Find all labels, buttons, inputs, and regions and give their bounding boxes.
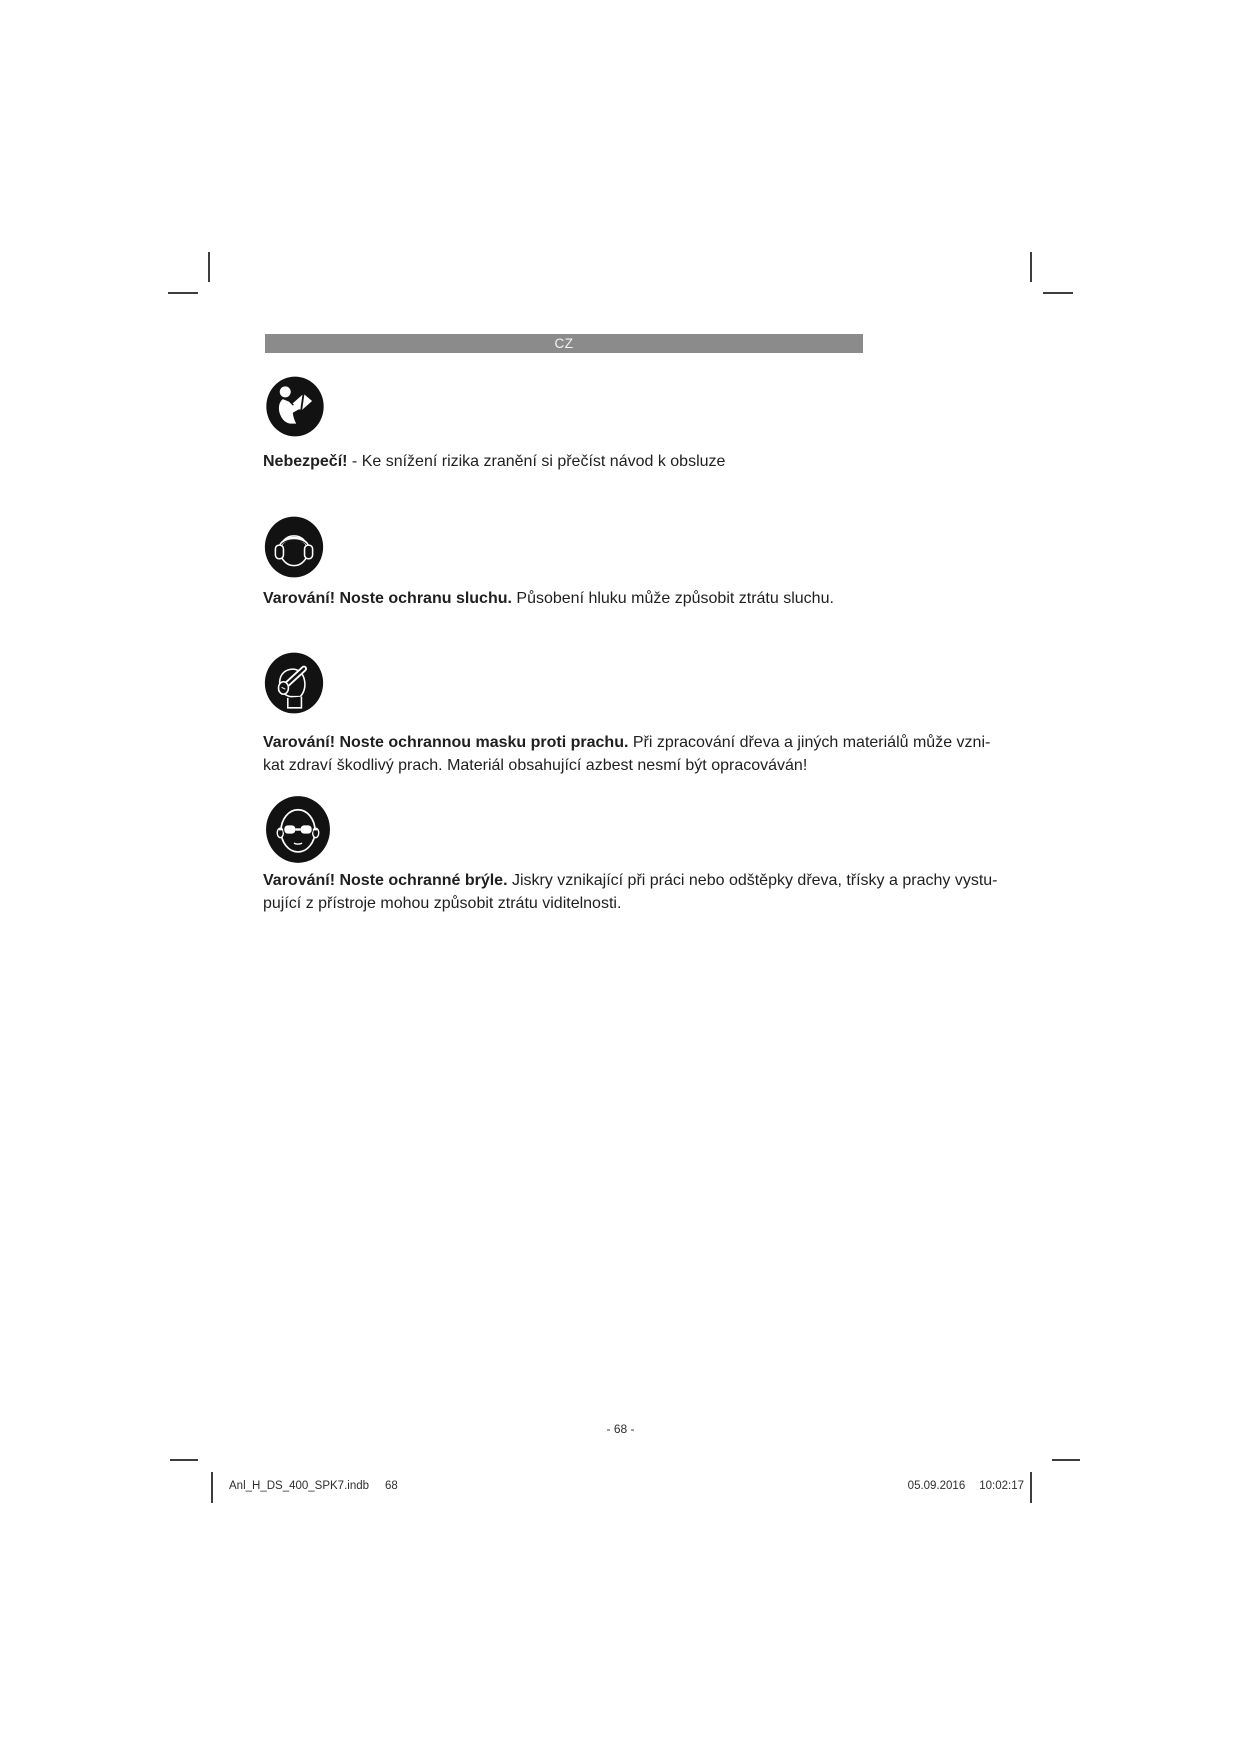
page-number: - 68 - bbox=[606, 1422, 635, 1436]
warning-bold: Nebezpečí! bbox=[263, 453, 348, 470]
dust-mask-icon bbox=[263, 652, 325, 714]
warning-line bbox=[263, 588, 1023, 611]
crop-mark-bottom-right-horizontal bbox=[1052, 1459, 1080, 1461]
warning-text-goggles bbox=[263, 870, 1023, 915]
footer-time: 10:02:17 bbox=[979, 1480, 1024, 1492]
warning-rest: Při zpracování dřeva a jiných materiálů může vzni- bbox=[628, 734, 991, 751]
footer-timestamp bbox=[908, 1480, 1024, 1492]
crop-mark-top-left-horizontal bbox=[168, 292, 198, 294]
warning-line: pující z přístroje mohou způsobit ztrátu viditelnosti. bbox=[263, 894, 622, 912]
crop-mark-top-right-horizontal bbox=[1043, 292, 1073, 294]
warning-rest: Působení hluku může způsobit ztrátu sluchu. bbox=[511, 590, 834, 607]
warning-rest: Jiskry vznikající při práci nebo odštěpky dřeva, třísky a prachy vystu- bbox=[507, 872, 998, 889]
warning-rest: - Ke snížení rizika zranění si přečíst návod k obsluze bbox=[347, 453, 726, 470]
footer-file-name: Anl_H_DS_400_SPK7.indb bbox=[229, 1480, 370, 1492]
warning-bold: Varování! Noste ochrannou masku proti prachu. bbox=[263, 734, 629, 751]
warning-text-hearing bbox=[263, 588, 1023, 611]
warning-line bbox=[263, 451, 1023, 474]
warning-bold: Varování! Noste ochranu sluchu. bbox=[263, 590, 512, 607]
footer-date: 05.09.2016 bbox=[907, 1480, 966, 1492]
crop-mark-bottom-right-vertical bbox=[1030, 1472, 1032, 1503]
footer-file-page: 68 bbox=[385, 1480, 398, 1492]
warning-text-danger bbox=[263, 451, 1023, 474]
safety-goggles-icon bbox=[264, 791, 332, 868]
language-label: CZ bbox=[554, 336, 574, 351]
ear-protection-icon bbox=[263, 516, 325, 578]
warning-text-dust bbox=[263, 732, 1023, 777]
warning-line: kat zdraví škodlivý prach. Materiál obsahující azbest nesmí být opracováván! bbox=[263, 756, 808, 774]
warning-line bbox=[263, 870, 1023, 893]
crop-mark-top-right-vertical bbox=[1030, 252, 1032, 282]
crop-mark-bottom-left-horizontal bbox=[170, 1459, 198, 1461]
crop-mark-top-left-vertical bbox=[208, 252, 210, 282]
crop-mark-bottom-left-vertical bbox=[211, 1472, 213, 1503]
read-manual-icon bbox=[262, 376, 328, 437]
language-header-bar bbox=[265, 334, 863, 353]
footer-imprint bbox=[229, 1480, 398, 1492]
warning-line bbox=[263, 732, 1023, 755]
warning-bold: Varování! Noste ochranné brýle. bbox=[263, 872, 508, 889]
